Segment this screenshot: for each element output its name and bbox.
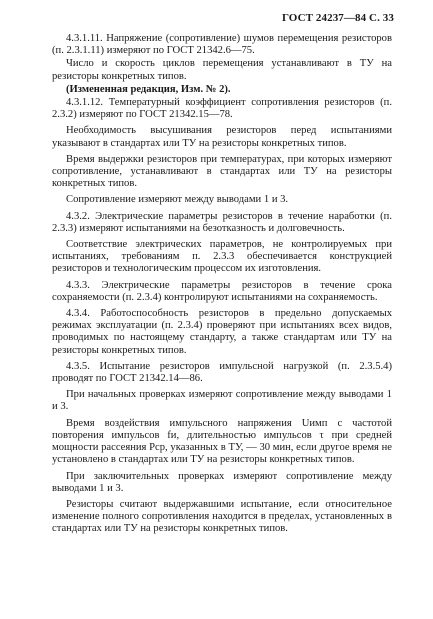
amendment-note: (Измененная редакция, Изм. № 2).: [66, 83, 231, 95]
paragraph: 4.3.3. Электрические параметры резисторов в течение срока сохраняемости (п. 2.3.4) контролируют испытаниями на сохраняемость.: [52, 279, 392, 303]
paragraph: Время выдержки резисторов при температурах, при которых измеряют сопротивление, устанавливают в стандартах или ТУ на резисторы конкретных типов.: [52, 153, 392, 190]
paragraph: Необходимость высушивания резисторов перед испытаниями указывают в стандартах или ТУ на резисторы конкретных типов.: [52, 125, 392, 149]
page-header: ГОСТ 24237—84 С. 33: [281, 12, 394, 24]
paragraph: 4.3.2. Электрические параметры резисторов в течение наработки (п. 2.3.3) измеряют испытаниями на безотказность и долговечность.: [52, 210, 392, 234]
paragraph: Резисторы считают выдержавшими испытание, если относительное изменение полного сопротивления находится в пределах, установленных в стандартах или ТУ на резисторы конкретных типов.: [52, 498, 392, 535]
paragraph: При начальных проверках измеряют сопротивление между выводами 1 и 3.: [52, 389, 392, 413]
paragraph: 4.3.1.11. Напряжение (сопротивление) шумов перемещения резисторов (п. 2.3.1.11) измеряют по ГОСТ 21342.6—75.: [52, 33, 392, 57]
paragraph: Число и скорость циклов перемещения устанавливают в ТУ на резисторы конкретных типов.: [52, 58, 392, 82]
paragraph: 4.3.4. Работоспособность резисторов в предельно допускаемых режимах эксплуатации (п. 2.3.4) проверяют при испытаниях всех видов, проводимых по настоящему стандарту, а также стандартам или ТУ на резисторы конкретных типов.: [52, 308, 392, 356]
paragraph: Соответствие электрических параметров, не контролируемых при испытаниях, требованиям п. 2.3.3 обеспечивается конструкцией резисторов и технологическим процессом их изготовления.: [52, 239, 392, 275]
paragraph: Сопротивление измеряют между выводами 1 и 3.: [66, 194, 289, 206]
paragraph: 4.3.1.12. Температурный коэффициент сопротивления резисторов (п. 2.3.2) измеряют по ГОСТ 21342.15—78.: [52, 97, 392, 121]
paragraph: При заключительных проверках измеряют сопротивление между выводами 1 и 3.: [52, 470, 392, 494]
paragraph: 4.3.5. Испытание резисторов импульсной нагрузкой (п. 2.3.5.4) проводят по ГОСТ 21342.14—86.: [52, 360, 392, 385]
paragraph: Время воздействия импульсного напряжения Uимп с частотой повторения импульсов fи, длительностью импульсов τ при средней мощности рассеяния Pср, указанных в ТУ, — 30 мин, если другое время не установлено в стандартах или ТУ на резисторы конкретных типов.: [52, 417, 392, 466]
document-body: [52, 33, 392, 540]
